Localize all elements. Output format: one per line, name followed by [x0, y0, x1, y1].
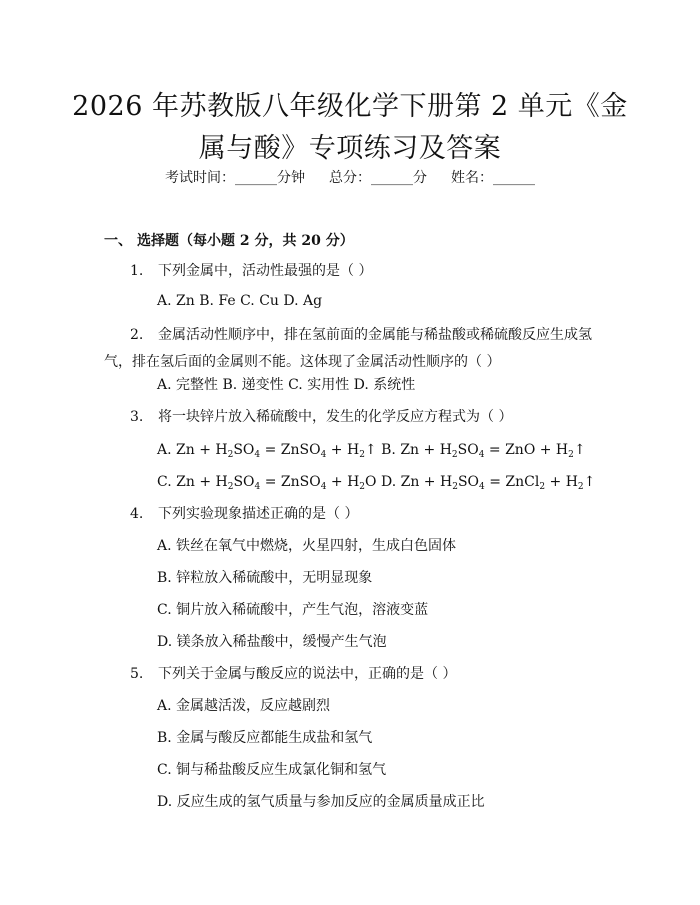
score-unit: 分 [413, 170, 427, 186]
option-d-equation: $Zn + H_2SO_4$ = ZnCl$_2$ + $H_2$ [400, 474, 584, 492]
time-label: 考试时间： [165, 170, 235, 186]
option-item: B. 锌粒放入稀硫酸中，无明显现象 [157, 570, 373, 586]
option-item: A. 金属越活泼，反应越剧烈 [157, 698, 331, 714]
exam-info-line [0, 168, 700, 188]
question-number: 4. [130, 506, 144, 522]
question-stem: 下列实验现象描述正确的是（ ） [158, 506, 359, 522]
question-2 [104, 322, 604, 376]
question-5 [130, 664, 456, 684]
name-blank: ______ [493, 170, 535, 186]
option-c-label: C. [157, 474, 172, 490]
question-number: 5. [130, 666, 144, 682]
title-line-1: 2026 年苏教版八年级化学下册第 2 单元《金 [72, 91, 628, 122]
question-stem: 下列金属中，活动性最强的是（ ） [158, 263, 373, 279]
gas-arrow-icon: ↑ [583, 474, 596, 490]
question-stem: 下列关于金属与酸反应的说法中，正确的是（ ） [158, 666, 457, 682]
question-3 [130, 407, 512, 427]
question-3-options-ab [157, 440, 586, 460]
question-number: 2. [130, 327, 144, 343]
document-title [60, 86, 640, 170]
option-item: D. 反应生成的氢气质量与参加反应的金属质量成正比 [157, 794, 485, 810]
question-4 [130, 504, 358, 524]
question-stem: 将一块锌片放入稀硫酸中，发生的化学反应方程式为（ ） [158, 409, 513, 425]
question-2-options: A. 完整性 B. 递变性 C. 实用性 D. 系统性 [157, 377, 416, 393]
section-number: 一、 [104, 233, 132, 249]
question-number: 3. [130, 409, 144, 425]
option-b-equation: $Zn + H_2SO_4$ = ZnO + $H_2$ [400, 442, 574, 460]
option-item: C. 铜与稀盐酸反应生成氯化铜和氢气 [157, 762, 387, 778]
title-line-2: 属与酸》专项练习及答案 [198, 133, 502, 164]
option-item: B. 金属与酸反应都能生成盐和氢气 [157, 730, 373, 746]
section-heading [104, 231, 354, 251]
option-b-label: B. [381, 442, 396, 458]
option-item: D. 镁条放入稀盐酸中，缓慢产生气泡 [157, 634, 387, 650]
time-blank: ______ [235, 170, 277, 186]
section-title: 选择题（每小题 2 分，共 20 分） [137, 233, 354, 249]
question-1 [130, 261, 372, 281]
name-label: 姓名： [451, 170, 493, 186]
question-1-options: A. Zn B. Fe C. Cu D. Ag [157, 293, 323, 309]
gas-arrow-icon: ↑ [364, 442, 377, 458]
option-item: A. 铁丝在氧气中燃烧，火星四射，生成白色固体 [157, 538, 457, 554]
question-stem-line-2: 气，排在氢后面的金属则不能。这体现了金属活动性顺序的（ ） [104, 354, 501, 370]
option-c-equation: $Zn + H_2SO_4$ = ZnSO$_4$ + $H_2O$ [176, 474, 377, 492]
option-a-label: A. [157, 442, 172, 458]
question-number: 1. [130, 263, 144, 279]
time-unit: 分钟 [277, 170, 305, 186]
question-3-options-cd [157, 472, 595, 492]
option-item: C. 铜片放入稀硫酸中，产生气泡，溶液变蓝 [157, 602, 429, 618]
gas-arrow-icon: ↑ [573, 442, 586, 458]
score-blank: ______ [371, 170, 413, 186]
option-d-label: D. [380, 474, 397, 490]
score-label: 总分： [329, 170, 371, 186]
option-a-equation: $Zn + H_2SO_4$ = ZnSO$_4$ + $H_2$ [176, 442, 365, 460]
question-stem-line-1: 金属活动性顺序中，排在氢前面的金属能与稀盐酸或稀硫酸反应生成氢 [158, 327, 592, 343]
